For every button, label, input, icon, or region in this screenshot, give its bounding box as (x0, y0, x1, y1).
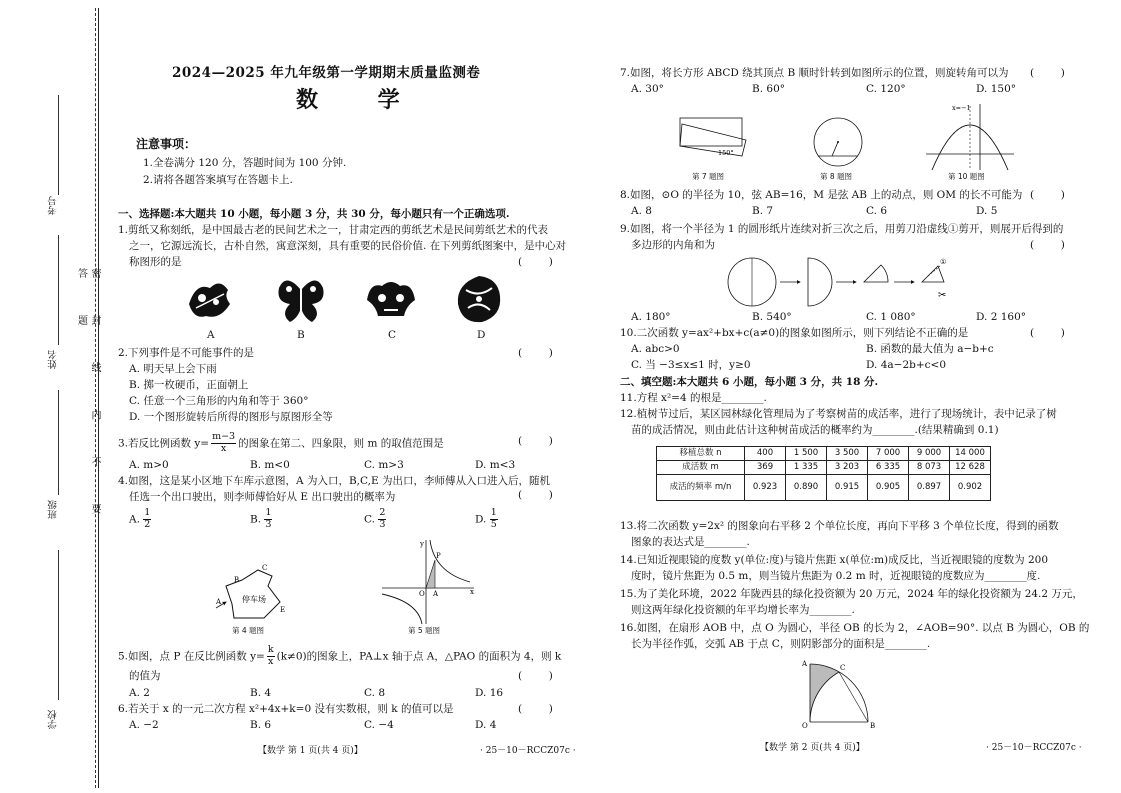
q5-option-c: C. 8 (364, 687, 386, 699)
q1-option-d: D (477, 329, 486, 341)
q13-line-1: 13.将二次函数 y=2x² 的图象向右平移 2 个单位长度，再向下平移 3 个单位长度，得到的函数 (620, 520, 1059, 532)
table-cell: 3 203 (827, 461, 868, 475)
table-cell: 0.923 (745, 475, 786, 501)
q10-option-b: B. 函数的最大值为 a−b+c (866, 343, 994, 355)
q8-option-c: C. 6 (866, 205, 888, 217)
paper-folding-figure (724, 254, 964, 310)
q5-fraction (267, 645, 275, 668)
q7-answer-paren: ( ) (1030, 67, 1065, 79)
q2-stem: 2.下列事件是不可能事件的是 (118, 347, 255, 359)
q8-option-a: A. 8 (631, 205, 652, 217)
q4-fig-point-b: B (234, 576, 240, 584)
table-row-header: 移植总数 n (657, 447, 745, 461)
parabola-figure (922, 100, 1018, 172)
q5-fig-x-label: x (470, 588, 474, 596)
q2-option-b: B. 掷一枚硬币，正面朝上 (129, 379, 249, 391)
papercut-d-image (454, 272, 504, 326)
footer-right-code: · 25－10－RCCZ07c · (986, 743, 1082, 753)
survival-rate-table (656, 446, 991, 501)
parking-lot-figure (212, 562, 292, 624)
school-label: 学校 (48, 710, 59, 729)
table-cell: 1 500 (786, 447, 827, 461)
table-cell: 0.897 (909, 475, 950, 501)
q7-option-d: D. 150° (976, 83, 1017, 95)
q4-option-d-letter: D. (475, 513, 487, 526)
q4-option-d-fraction (490, 508, 498, 531)
table-cell: 7 000 (868, 447, 909, 461)
q6-stem: 6.若关于 x 的一元二次方程 x²+4x+k=0 没有实数根，则 k 的值可以是 (118, 703, 454, 715)
footer-right-page: 【数学 第 2 页(共 4 页)】 (760, 743, 865, 753)
q2-answer-paren: ( ) (518, 347, 553, 359)
table-cell: 0.905 (868, 475, 909, 501)
q4-option-c (364, 508, 386, 531)
notice-item-1: 1.全卷满分 120 分，答题时间为 100 分钟. (143, 157, 347, 169)
q7-fig-angle: 150° (718, 149, 734, 157)
q4-option-b-letter: B. (250, 513, 262, 526)
q4-option-a (129, 508, 151, 531)
q3-option-a: A. m>0 (129, 459, 169, 471)
subject-title: 数 学 (296, 87, 426, 113)
q8-answer-paren: ( ) (1030, 189, 1065, 201)
table-cell: 1 335 (786, 461, 827, 475)
q4-fig-point-e: E (280, 606, 286, 614)
q13-line-2: 图象的表达式是________. (631, 536, 750, 548)
q4-option-b-num: 1 (265, 507, 272, 518)
q1-option-a: A (207, 329, 215, 341)
section2-heading: 二、填空题:本大题共 6 小题，每小题 3 分，共 18 分. (620, 376, 879, 388)
q6-option-b: B. 6 (250, 719, 272, 731)
q5-option-a: A. 2 (129, 687, 150, 699)
table-cell: 6 335 (868, 461, 909, 475)
table-cell: 369 (745, 461, 786, 475)
q5-stem-b: (k≠0)的图象上，PA⊥x 轴于点 A，△PAO 的面积为 4，则 k (276, 650, 562, 663)
q5-caption: 第 5 题图 (408, 626, 441, 635)
binding-warning: 密 封 线 内 不 要 答 题 (75, 268, 100, 531)
q8-fig-caption: 第 8 题图 (820, 172, 853, 181)
q10-option-a: A. abc>0 (631, 343, 680, 355)
q5-option-b: B. 4 (250, 687, 272, 699)
q4-option-c-num: 2 (379, 507, 386, 518)
q6-option-d: D. 4 (475, 719, 497, 731)
q4-option-d-num: 1 (490, 507, 497, 518)
q4-option-a-letter: A. (129, 513, 140, 526)
q9-fig-mark: ① (940, 258, 947, 266)
q14-line-1: 14.已知近视眼镜的度数 y(单位:度)与镜片焦距 x(单位:m)成反比，当近视眼镜的度数为 200 (620, 554, 1049, 566)
q4-option-a-num: 1 (144, 507, 151, 518)
papercut-b-image (276, 274, 326, 326)
q5-fraction-den: x (268, 655, 274, 667)
q5-option-d: D. 16 (475, 687, 504, 699)
q7-option-b: B. 60° (752, 83, 786, 95)
notice-item-2: 2.请将各题答案填写在答题卡上. (143, 174, 293, 186)
q6-option-c: C. −4 (364, 719, 394, 731)
q1-answer-paren: ( ) (518, 256, 553, 268)
q3-fraction-num: m−3 (212, 431, 236, 442)
q10-option-d: D. 4a−2b+c<0 (866, 359, 947, 371)
q9-option-d: D. 2 160° (976, 311, 1027, 323)
q7-option-c: C. 120° (866, 83, 906, 95)
q4-option-b (250, 508, 272, 531)
q15-line-2: 则这两年绿化投资额的年平均增长率为________. (631, 604, 855, 616)
exam-no-label: 考号 (48, 196, 59, 215)
q3-stem (118, 432, 444, 455)
q4-caption: 第 4 题图 (232, 626, 265, 635)
circle-chord-figure (810, 116, 866, 170)
q4-option-a-den: 2 (144, 518, 151, 530)
table-row-header: 成活数 m (657, 461, 745, 475)
q9-answer-paren: ( ) (1030, 239, 1065, 251)
q1-option-c: C (388, 329, 397, 341)
q4-answer-paren: ( ) (518, 489, 553, 501)
q6-option-a: A. −2 (129, 719, 159, 731)
q9-option-b: B. 540° (752, 311, 792, 323)
q3-option-b: B. m<0 (250, 459, 290, 471)
q7-stem: 7.如图，将长方形 ABCD 绕其顶点 B 顺时针转到如图所示的位置，则旋转角可以为 (620, 67, 1009, 79)
q16-fig-o-label: O (802, 722, 808, 730)
table-row (657, 475, 991, 501)
q5-line-2: 的值为 (129, 670, 161, 682)
q1-option-b: B (297, 329, 305, 341)
q4-option-d (475, 508, 498, 531)
q3-option-c: C. m>3 (364, 459, 404, 471)
exam-no-underline (58, 95, 59, 195)
q1-line-2: 之一，它源远流长，古朴自然，寓意深刻，具有重要的民俗价值. 在下列剪纸图案中，是中心对 (129, 240, 567, 252)
q16-fig-c-label: C (840, 664, 846, 672)
parking-lot-label: 停车场 (242, 595, 266, 604)
q5-fig-o-label: O (419, 590, 425, 598)
q7-option-a: A. 30° (631, 83, 664, 95)
q15-line-1: 15.为了美化环境，2022 年陇西县的绿化投资额为 20 万元，2024 年的绿化投资额为 24.2 万元， (620, 588, 1083, 600)
q4-line-1: 4.如图，这是某小区地下车库示意图，A 为入口，B,C,E 为出口，李师傅从入口进入后，随机 (118, 475, 550, 487)
q5-fig-y-label: y (420, 540, 424, 548)
table-cell: 14 000 (950, 447, 991, 461)
q16-line-1: 16.如图，在扇形 AOB 中，点 O 为圆心，半径 OB 的长为 2，∠AOB=90°. 以点 B 为圆心，OB 的 (620, 622, 1090, 634)
q3-stem-a: 3.若反比例函数 y= (118, 437, 210, 450)
q9-option-c: C. 1 080° (866, 311, 916, 323)
footer-left-page: 【数学 第 1 页(共 4 页)】 (258, 746, 363, 756)
table-cell: 0.915 (827, 475, 868, 501)
q12-line-1: 12.植树节过后，某区园林绿化管理局为了考察树苗的成活率，进行了现场统计，表中记录了树 (620, 408, 1057, 420)
table-cell: 9 000 (909, 447, 950, 461)
q4-option-d-den: 5 (490, 518, 497, 530)
q4-option-c-den: 3 (379, 518, 386, 530)
q6-answer-paren: ( ) (518, 703, 553, 715)
q9-option-a: A. 180° (631, 311, 671, 323)
q9-line-2: 多边形的内角和为 (631, 239, 715, 251)
q3-answer-paren: ( ) (518, 435, 553, 447)
q5-answer-paren: ( ) (518, 670, 553, 682)
q9-line-1: 9.如图，将一个半径为 1 的圆形纸片连续对折三次之后，用剪刀沿虚线①剪开，则展开后得到的 (620, 223, 1064, 235)
school-underline (58, 550, 59, 700)
q4-option-b-fraction (264, 508, 272, 531)
class-label: 班级 (48, 500, 59, 519)
q14-line-2: 度时，镜片焦距为 0.5 m，则当镜片焦距为 0.2 m 时，近视眼镜的度数应为________度. (631, 570, 1041, 582)
q12-line-2: 苗的成活情况，则由此估计这种树苗成活的概率约为________.(结果精确到 0.1) (631, 424, 999, 436)
table-cell: 400 (745, 447, 786, 461)
table-row (657, 461, 991, 475)
scissors-icon: ✂ (938, 290, 947, 301)
q10-stem: 10.二次函数 y=ax²+bx+c(a≠0)的图象如图所示，则下列结论不正确的是 (620, 327, 969, 339)
papercut-a-image (184, 274, 234, 326)
table-cell: 3 500 (827, 447, 868, 461)
q5-stem-a: 5.如图，点 P 在反比例函数 y= (118, 650, 265, 663)
q10-fig-axis-label: x=−1 (952, 104, 971, 112)
q5-fig-a-label: A (433, 590, 439, 598)
q2-option-a: A. 明天早上会下雨 (129, 363, 217, 375)
name-label: 姓名 (48, 350, 59, 369)
table-cell: 0.890 (786, 475, 827, 501)
table-row-header: 成活的频率 m/n (657, 475, 745, 501)
name-underline (58, 235, 59, 345)
q4-option-c-letter: C. (364, 513, 375, 526)
q2-option-d: D. 一个图形旋转后所得的图形与原图形全等 (129, 411, 333, 423)
q8-option-d: D. 5 (976, 205, 998, 217)
q16-fig-b-label: B (870, 722, 876, 730)
q5-fraction-num: k (267, 644, 274, 655)
q4-fig-point-c: C (262, 564, 268, 572)
q3-fraction-den: x (220, 442, 227, 454)
exam-title: 2024—2025 年九年级第一学期期末质量监测卷 (172, 65, 481, 81)
table-cell: 8 073 (909, 461, 950, 475)
table-row (657, 447, 991, 461)
q4-line-2: 任选一个出口驶出，则李师傅恰好从 E 出口驶出的概率为 (129, 491, 396, 503)
q3-fraction (211, 432, 236, 455)
sector-figure (800, 658, 882, 730)
class-underline (58, 390, 59, 495)
q4-fig-point-a: A (216, 598, 222, 606)
q7-caption: 第 7 题图 (692, 172, 725, 181)
q1-line-1: 1.剪纸又称刻纸，是中国最古老的民间艺术之一，甘肃定西的剪纸艺术是民间剪纸艺术的代表 (118, 224, 549, 236)
section1-heading: 一、选择题:本大题共 10 小题，每小题 3 分，共 30 分，每小题只有一个正确选项. (118, 208, 510, 220)
q1-line-3: 称图形的是 (129, 256, 182, 268)
q10-fig-caption: 第 10 题图 (948, 172, 985, 181)
q11-stem: 11.方程 x²=4 的根是________. (620, 392, 767, 404)
table-cell: 0.902 (950, 475, 991, 501)
rotated-rectangle-figure (672, 112, 752, 158)
q4-option-a-fraction (143, 508, 151, 531)
hyperbola-figure (378, 536, 478, 626)
q5-fig-p-label: P (436, 552, 441, 560)
q10-answer-paren: ( ) (1030, 327, 1065, 339)
q3-option-d: D. m<3 (475, 459, 516, 471)
q3-stem-b: 的图象在第二、四象限，则 m 的取值范围是 (238, 437, 444, 450)
q5-stem (118, 645, 561, 668)
table-cell: 12 628 (950, 461, 991, 475)
q16-fig-a-label: A (802, 660, 808, 668)
q2-option-c: C. 任意一个三角形的内角和等于 360° (129, 395, 309, 407)
q4-option-b-den: 3 (265, 518, 272, 530)
q8-option-b: B. 7 (752, 205, 774, 217)
notice-heading: 注意事项： (136, 137, 197, 151)
footer-left-code: · 25－10－RCCZ07c · (480, 746, 576, 756)
q16-line-2: 长为半径作弧，交弧 AB 于点 C，则阴影部分的面积是________. (631, 638, 931, 650)
q4-option-c-fraction (378, 508, 386, 531)
q8-stem: 8.如图，⊙O 的半径为 10，弦 AB=16，M 是弦 AB 上的动点，则 OM 的长不可能为 (620, 189, 1023, 201)
q10-option-c: C. 当 −3≤x≤1 时，y≥0 (631, 359, 751, 371)
papercut-c-image (364, 276, 418, 322)
